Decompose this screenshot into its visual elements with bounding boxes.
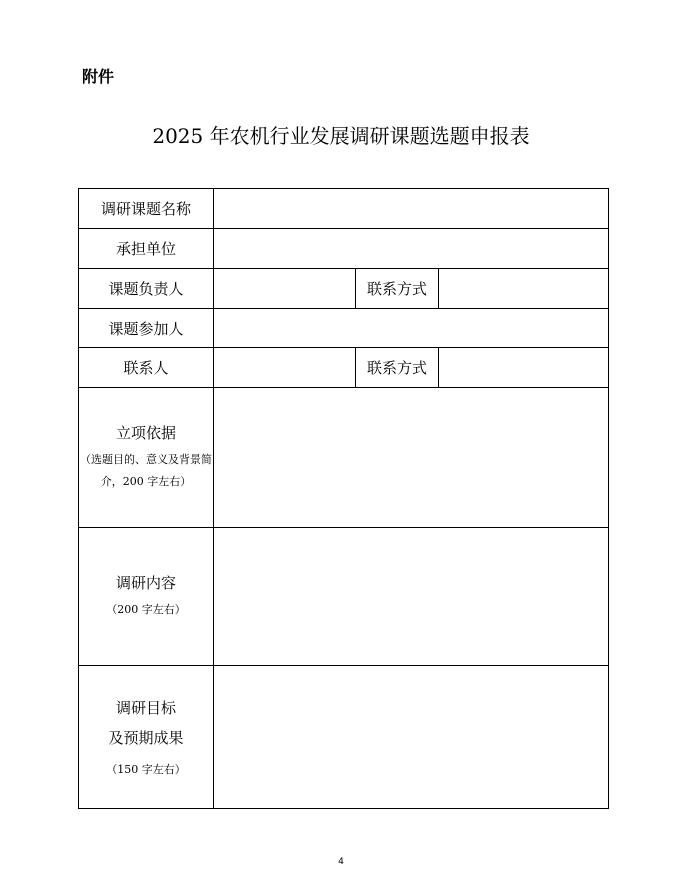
attachment-label: 附件 bbox=[82, 67, 115, 86]
content-label: 调研内容 bbox=[115, 574, 176, 592]
page-title: 2025 年农机行业发展调研课题选题申报表 bbox=[152, 124, 530, 148]
goals-note: （150 字左右） bbox=[106, 763, 186, 776]
participants-label: 课题参加人 bbox=[79, 309, 214, 348]
basis-note: （选题目的、意义及背景简介，200 字左右） bbox=[80, 453, 212, 488]
goals-cell bbox=[79, 666, 214, 809]
leader-field[interactable] bbox=[214, 269, 356, 309]
content-cell bbox=[79, 528, 214, 666]
basis-label: 立项依据 bbox=[115, 424, 176, 442]
contact-person-method-label: 联系方式 bbox=[356, 348, 439, 388]
leader-contact-field[interactable] bbox=[439, 269, 609, 309]
basis-field[interactable] bbox=[214, 388, 609, 528]
topic-name-label: 调研课题名称 bbox=[79, 189, 214, 229]
leader-contact-label: 联系方式 bbox=[356, 269, 439, 309]
leader-label: 课题负责人 bbox=[79, 269, 214, 309]
goals-label-line2: 及预期成果 bbox=[108, 729, 184, 747]
content-note: （200 字左右） bbox=[106, 603, 186, 616]
topic-name-field[interactable] bbox=[214, 189, 609, 229]
application-form-table bbox=[78, 188, 609, 809]
contact-person-label: 联系人 bbox=[79, 348, 214, 388]
unit-field[interactable] bbox=[214, 229, 609, 269]
content-field[interactable] bbox=[214, 528, 609, 666]
page-number: 4 bbox=[338, 857, 344, 867]
contact-person-method-field[interactable] bbox=[439, 348, 609, 388]
participants-field[interactable] bbox=[214, 309, 609, 348]
contact-person-field[interactable] bbox=[214, 348, 356, 388]
goals-field[interactable] bbox=[214, 666, 609, 809]
unit-label: 承担单位 bbox=[79, 229, 214, 269]
basis-cell bbox=[79, 388, 214, 528]
goals-label-line1: 调研目标 bbox=[115, 699, 176, 717]
